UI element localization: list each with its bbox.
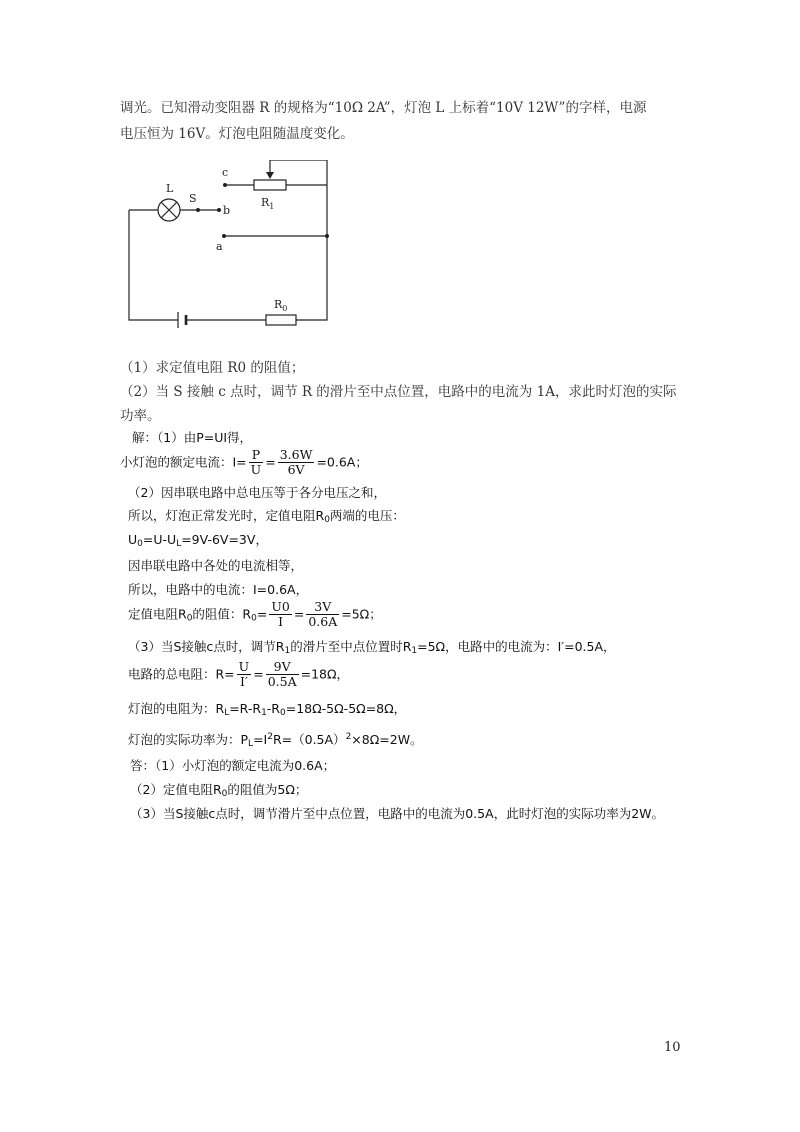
- wire-left-bottom: [129, 210, 178, 320]
- battery-symbol: [178, 312, 186, 328]
- r1-wiper: [270, 160, 327, 174]
- junction-dot: [325, 234, 329, 238]
- solution-line-3: （2）因串联电路中总电压等于各分电压之和，: [128, 485, 386, 500]
- solution-line-9: （3）当S接触c点时，调节$R_1$的滑片至中点位置时$R_1=5\Omega$，电路中的电流为：I′=0.5A，: [128, 639, 616, 656]
- solution-line-11: 灯泡的电阻为：$R_L=R-R_1-R_0=18\Omega-5\Omega-5\Omega=8\Omega$，: [128, 701, 407, 718]
- wire-r0-right: [296, 236, 327, 320]
- fraction-p-over-u: $\frac{P}{U}$: [250, 447, 262, 478]
- solution-line-12: 灯泡的实际功率为：$P_L=I^2R=(0.5A)^2\times 8\Omega=2W$。: [128, 732, 423, 749]
- problem-line-2: 电压恒为 16V。灯泡电阻随温度变化。: [120, 126, 354, 142]
- r1-resistor: [254, 180, 286, 190]
- terminal-b-label: b: [223, 204, 231, 217]
- page-number: 10: [664, 1040, 681, 1055]
- question-2-line-2: 功率。: [120, 408, 161, 424]
- solution-line-8: 定值电阻$R_0$的阻值：$R_0=$ $\frac{U0}{I}$ = $\frac{3V}{0.6A}$ =5Ω；: [128, 599, 382, 630]
- fraction-u0-over-i: $\frac{U0}{I}$: [271, 599, 290, 630]
- r1-wiper-arrow: [266, 172, 274, 179]
- answer-line-3: （3）当S接触c点时，调节滑片至中点位置，电路中的电流为0.5A，此时灯泡的实际功率为2W。: [130, 806, 665, 821]
- question-1: （1）求定值电阻 R0 的阻值；: [120, 360, 305, 376]
- terminal-a-label: a: [216, 240, 223, 253]
- question-2-line-1: （2）当 S 接触 c 点时，调节 R 的滑片至中点位置，电路中的电流为 1A，求此时灯泡的实际: [120, 384, 677, 400]
- solution-line-1: 解：（1）由P=UI得，: [132, 430, 253, 445]
- fraction-3v-over-0-6a: $\frac{3V}{0.6A}$: [308, 599, 338, 630]
- r1-label: $R_1$: [261, 196, 275, 211]
- fraction-3-6w-over-6v: $\frac{3.6W}{6V}$: [279, 447, 313, 478]
- answer-line-1: 答：（1）小灯泡的额定电流为0.6A；: [130, 758, 336, 773]
- switch-pivot-dot: [196, 208, 200, 212]
- solution-line-6: 因串联电路中各处的电流相等，: [128, 558, 304, 573]
- terminal-c-label: c: [222, 166, 229, 179]
- answer-line-2: （2）定值电阻$R_0$的阻值为5Ω；: [130, 782, 308, 799]
- r0-label: $R_0$: [274, 298, 288, 313]
- solution-line-2: 小灯泡的额定电流：I= $\frac{P}{U}$ = $\frac{3.6W}{6V}$ =0.6A；: [120, 447, 368, 478]
- solution-line-10: 电路的总电阻：R= $\frac{U}{I'}$ = $\frac{9V}{0.5A}$ =18Ω，: [128, 659, 350, 690]
- terminal-a-dot: [222, 234, 226, 238]
- lamp-symbol: [158, 199, 180, 221]
- solution-line-4: 所以，灯泡正常发光时，定值电阻$R_0$两端的电压：: [128, 508, 405, 525]
- circuit-diagram: [120, 160, 350, 335]
- fraction-u-over-i-prime: $\frac{U}{I'}$: [238, 659, 250, 690]
- problem-line-1: 调光。已知滑动变阻器 R 的规格为“10Ω 2A”，灯泡 L 上标着“10V 12W”的字样，电源: [120, 100, 647, 116]
- switch-label: S: [189, 192, 197, 205]
- solution-line-7: 所以，电路中的电流：I=0.6A，: [128, 582, 309, 597]
- lamp-label: L: [166, 182, 174, 195]
- terminal-b-dot: [217, 208, 221, 212]
- solution-line-5: $U_0=U-U_L=9V-6V=3V$，: [128, 532, 268, 549]
- fraction-9v-over-0-5a: $\frac{9V}{0.5A}$: [267, 659, 297, 690]
- r0-resistor: [266, 315, 296, 325]
- terminal-c-dot: [223, 183, 227, 187]
